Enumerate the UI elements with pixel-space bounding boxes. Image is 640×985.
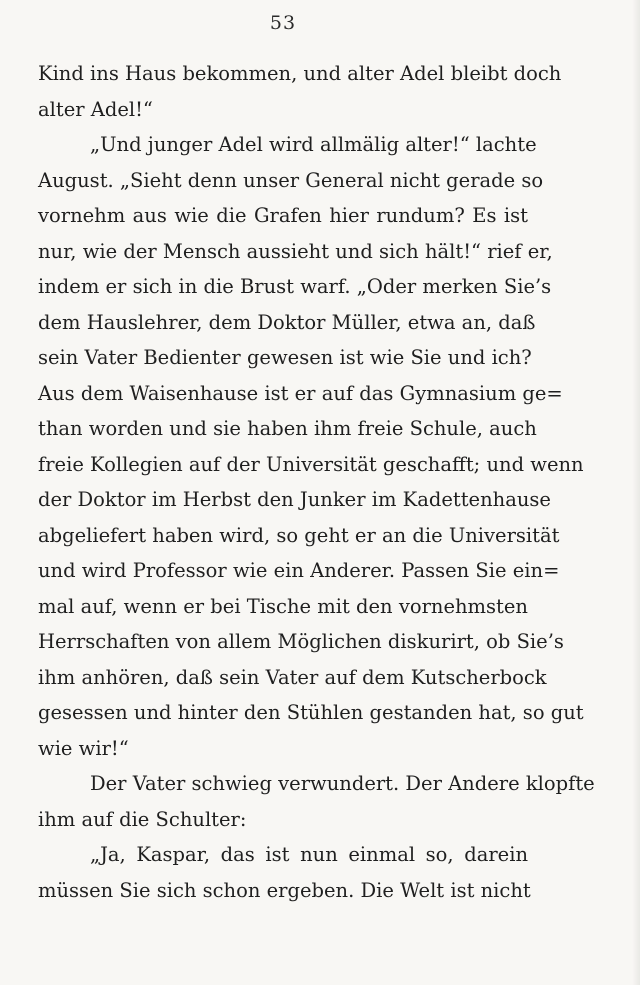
body-text bbox=[38, 56, 595, 908]
text-line: ihm anhören, daß sein Vater auf dem Kutscherbock bbox=[38, 665, 547, 689]
text-line: alter Adel!“ bbox=[38, 97, 153, 121]
text-line: ihm auf die Schulter: bbox=[38, 807, 247, 831]
text-line: sein Vater Bedienter gewesen ist wie Sie und ich? bbox=[38, 346, 532, 369]
text-line: der Doktor im Herbst den Junker im Kadettenhause bbox=[38, 488, 551, 511]
text-line: dem Hauslehrer, dem Doktor Müller, etwa an, daß bbox=[38, 310, 536, 334]
text-line: vornehm aus wie die Grafen hier rundum? Es ist bbox=[38, 204, 528, 227]
page-edge-shadow bbox=[632, 0, 640, 985]
text-line: Der Vater schwieg verwundert. Der Andere klopfte bbox=[90, 772, 595, 795]
text-line: „Ja, Kaspar, das ist nun einmal so, darein bbox=[90, 843, 528, 866]
text-line: indem er sich in die Brust warf. „Oder merken Sie’s bbox=[38, 275, 552, 298]
text-line: August. „Sieht denn unser General nicht gerade so bbox=[38, 168, 544, 192]
text-line: Herrschaften von allem Möglichen diskurirt, ob Sie’s bbox=[38, 630, 564, 653]
text-line: Aus dem Waisenhause ist er auf das Gymnasium ge= bbox=[38, 381, 563, 405]
text-line: nur, wie der Mensch aussieht und sich hält!“ rief er, bbox=[38, 239, 553, 263]
text-line: than worden und sie haben ihm freie Schule, auch bbox=[38, 417, 537, 440]
text-line: Kind ins Haus bekommen, und alter Adel bleibt doch bbox=[38, 62, 562, 85]
text-line: „Und junger Adel wird allmälig alter!“ lachte bbox=[90, 133, 537, 156]
text-line: und wird Professor wie ein Anderer. Passen Sie ein= bbox=[38, 559, 560, 582]
text-line: müssen Sie sich schon ergeben. Die Welt ist nicht bbox=[38, 878, 531, 902]
text-line: gesessen und hinter den Stühlen gestanden hat, so gut bbox=[38, 701, 584, 724]
text-line: wie wir!“ bbox=[38, 736, 129, 760]
text-line: abgeliefert haben wird, so geht er an die Universität bbox=[38, 523, 560, 547]
text-line: mal auf, wenn er bei Tische mit den vornehmsten bbox=[38, 594, 528, 618]
page-number: 53 bbox=[269, 12, 297, 34]
text-line: freie Kollegien auf der Universität geschafft; und wenn bbox=[38, 452, 584, 476]
